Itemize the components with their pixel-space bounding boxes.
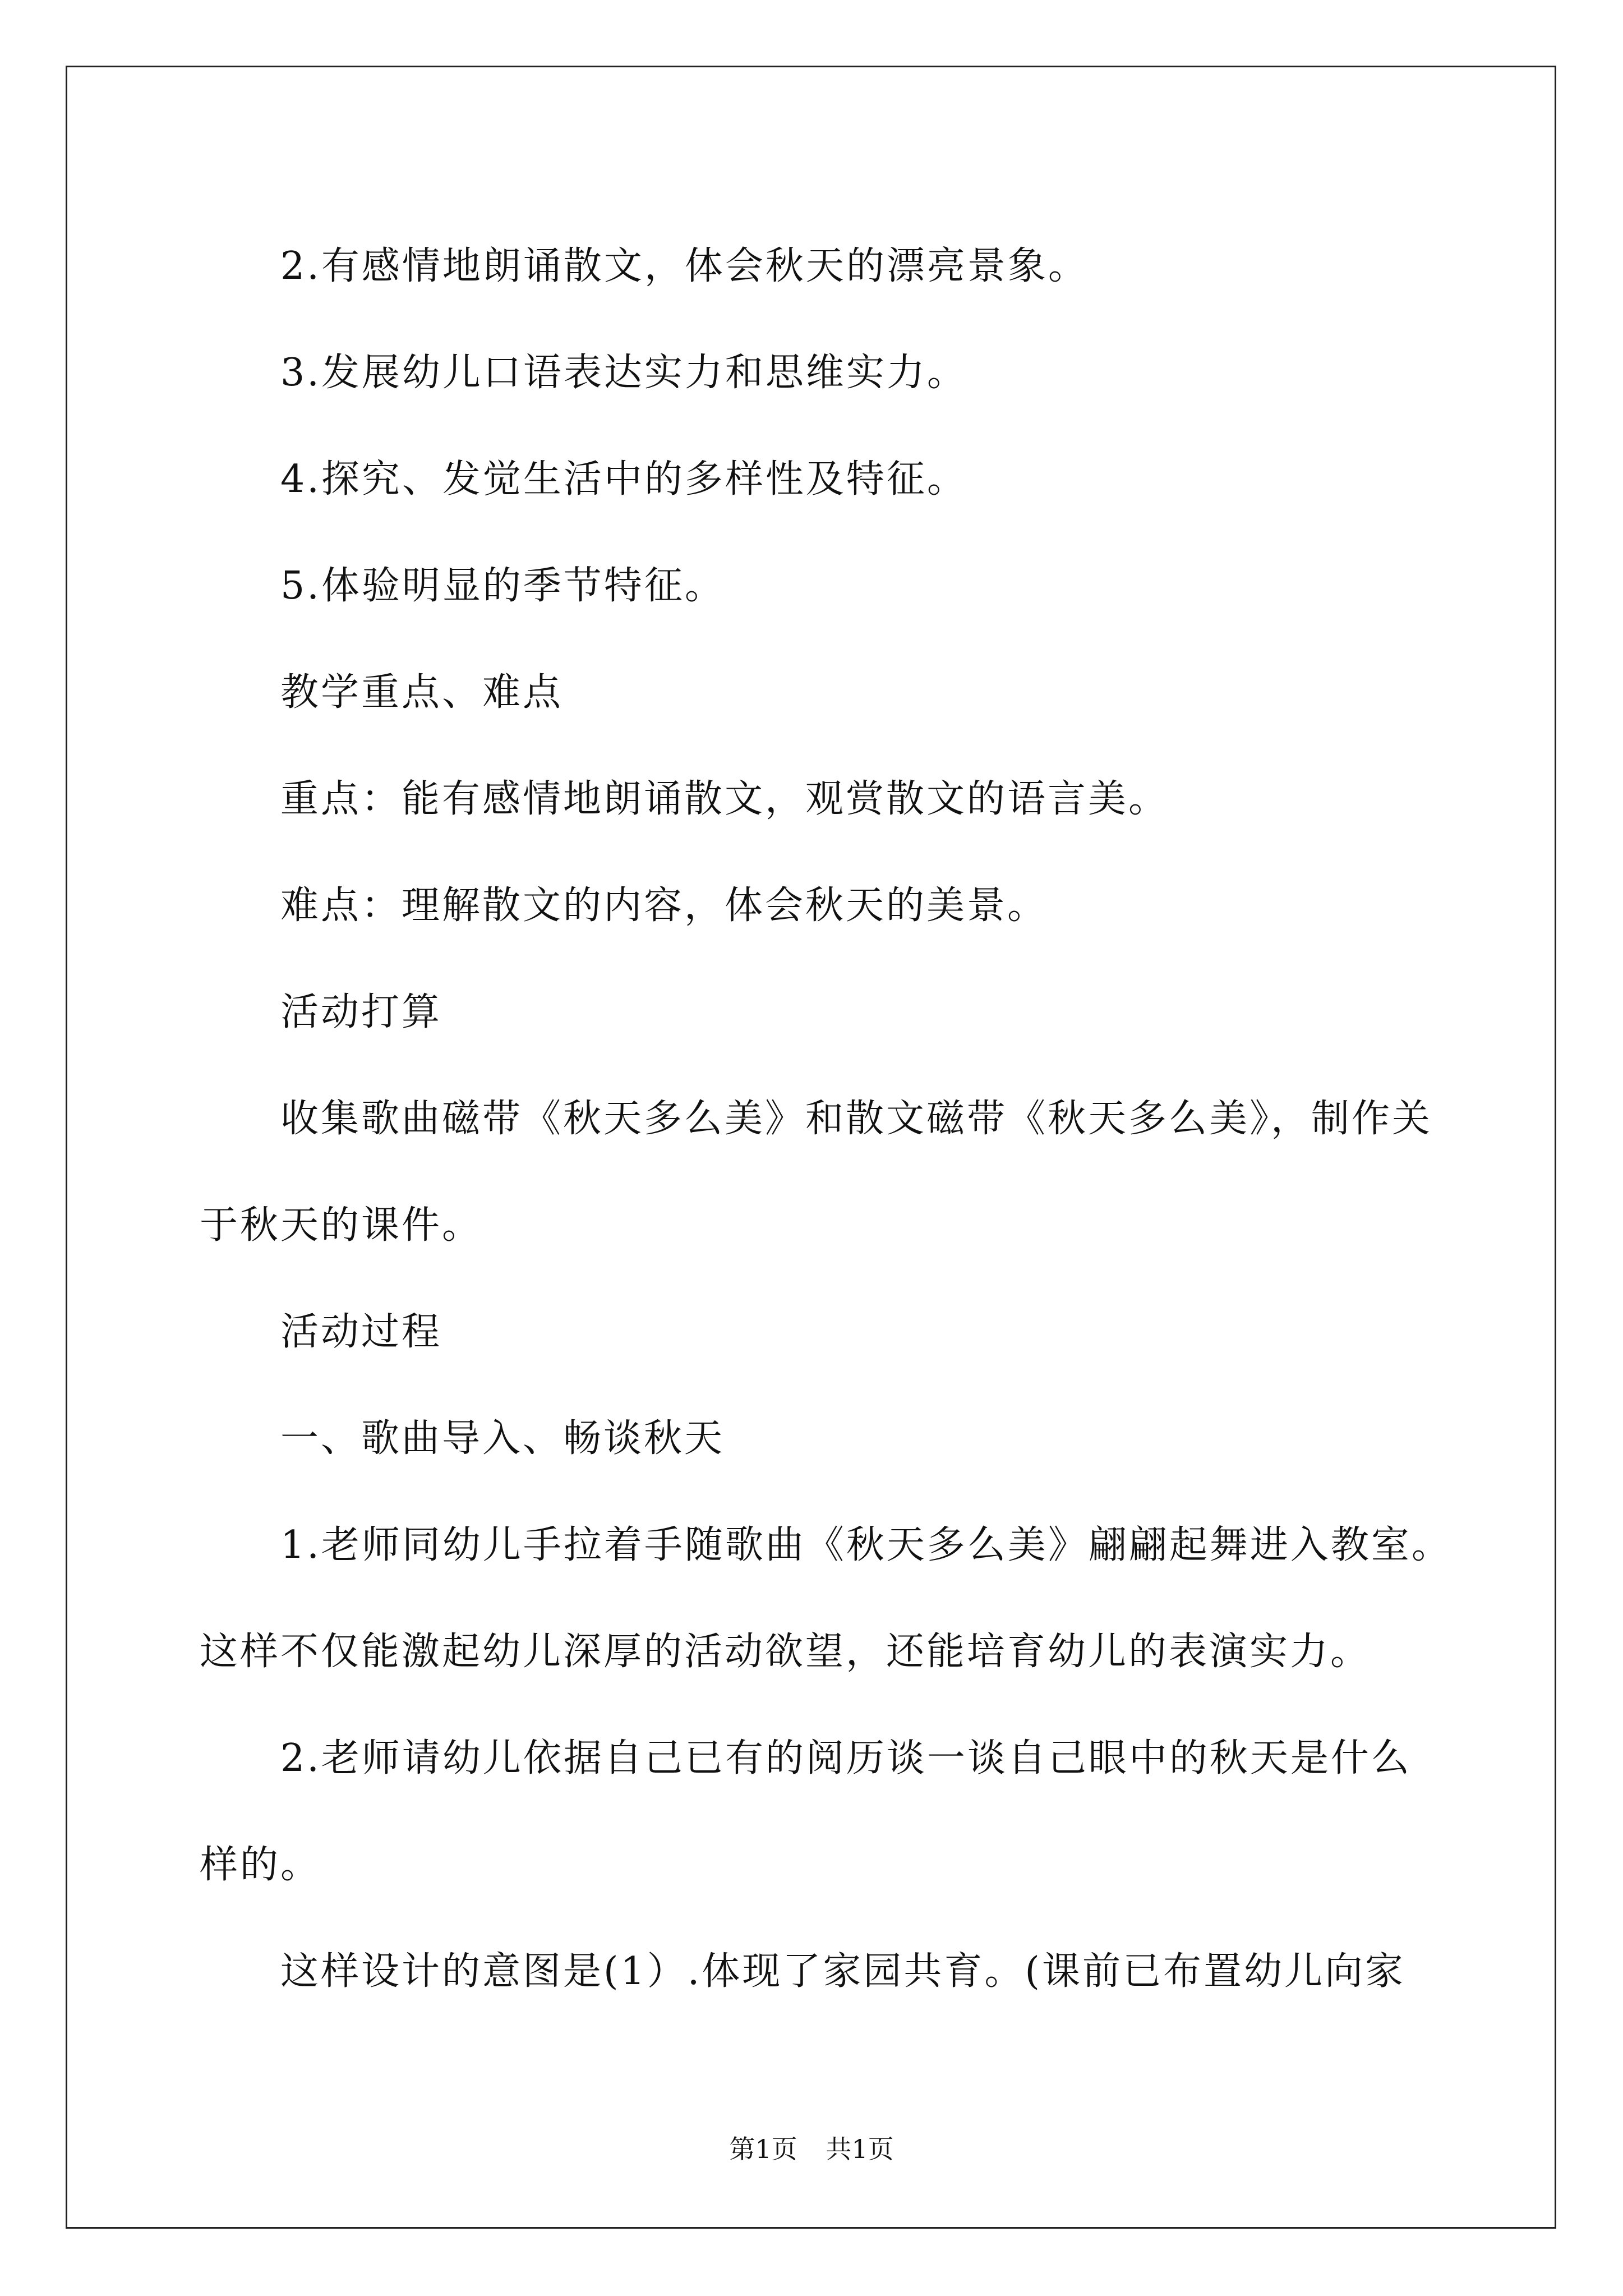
page-number: 第1页 <box>729 2134 797 2164</box>
heading-process: 活动过程 <box>280 1310 442 1354</box>
document-body <box>200 213 1478 2025</box>
paragraph-step-1: 1.老师同幼儿手拉着手随歌曲《秋天多么美》翩翩起舞进入教室。 <box>280 1523 1452 1567</box>
page-total: 共1页 <box>826 2134 894 2164</box>
paragraph-preparation-cont: 于秋天的课件。 <box>200 1203 483 1248</box>
paragraph-goal-2: 2.有感情地朗诵散文，体会秋天的漂亮景象。 <box>280 244 1089 288</box>
paragraph-difficulty: 难点：理解散文的内容，体会秋天的美景。 <box>280 884 1048 928</box>
heading-section-one: 一、歌曲导入、畅谈秋天 <box>280 1416 725 1461</box>
page-footer <box>0 2129 1623 2166</box>
heading-preparation: 活动打算 <box>280 990 442 1034</box>
paragraph-step-2: 2.老师请幼儿依据自己已有的阅历谈一谈自己眼中的秋天是什么 <box>280 1736 1412 1780</box>
paragraph-design-intent: 这样设计的意图是(1）.体现了家园共育。(课前已布置幼儿向家 <box>280 1949 1405 1994</box>
paragraph-goal-3: 3.发展幼儿口语表达实力和思维实力。 <box>280 351 967 395</box>
paragraph-step-1-cont: 这样不仅能激起幼儿深厚的活动欲望，还能培育幼儿的表演实力。 <box>200 1630 1371 1674</box>
heading-key-points: 教学重点、难点 <box>280 670 564 715</box>
paragraph-preparation: 收集歌曲磁带《秋天多么美》和散文磁带《秋天多么美》，制作关 <box>280 1097 1433 1141</box>
paragraph-step-2-cont: 样的。 <box>200 1843 321 1887</box>
paragraph-goal-4: 4.探究、发觉生活中的多样性及特征。 <box>280 457 967 501</box>
paragraph-goal-5: 5.体验明显的季节特征。 <box>280 564 725 608</box>
paragraph-key-point: 重点：能有感情地朗诵散文，观赏散文的语言美。 <box>280 777 1169 821</box>
